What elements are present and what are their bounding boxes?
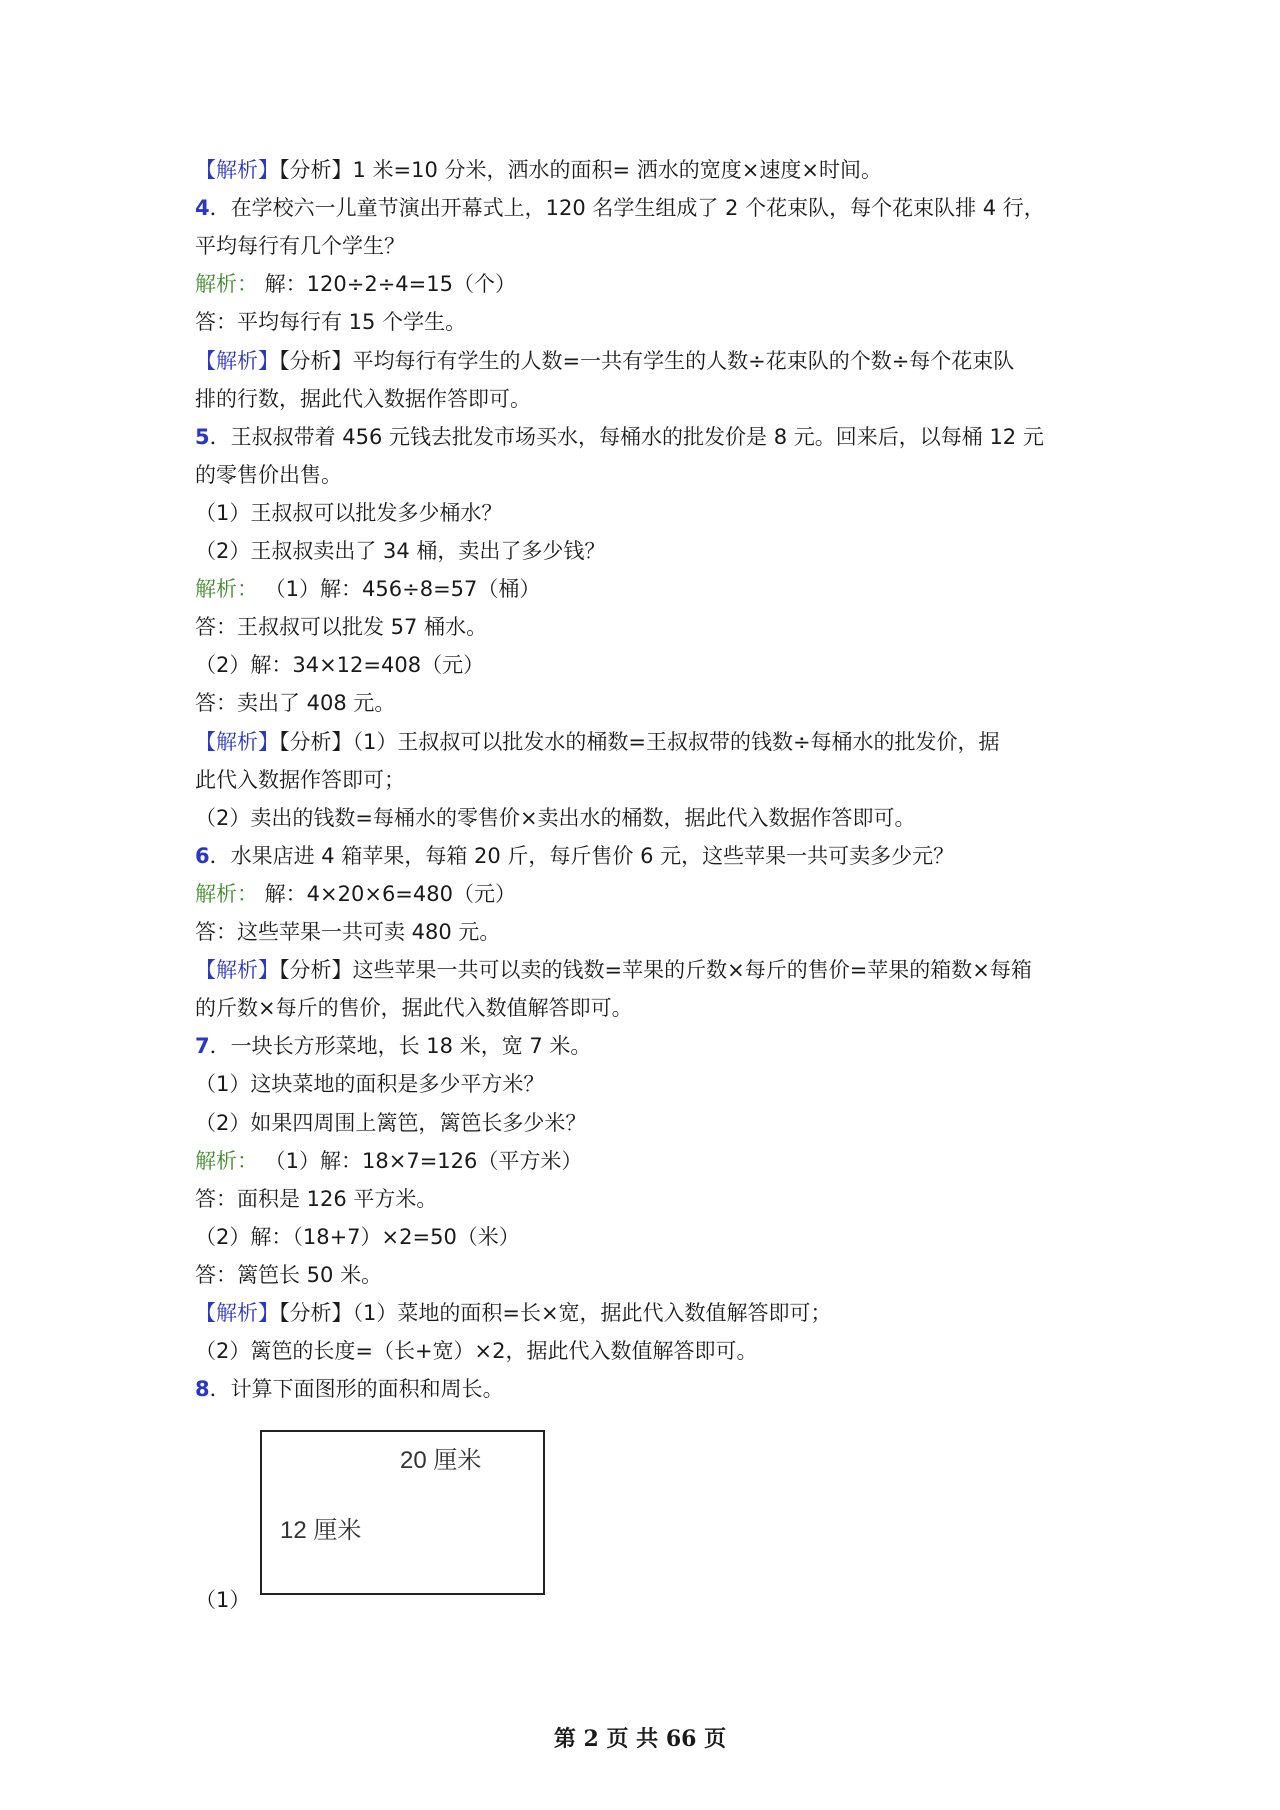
page-footer: 第 2 页 共 66 页 bbox=[553, 1726, 727, 1752]
text-segment: 解：120÷2÷4=15（个） bbox=[258, 272, 516, 297]
text-segment: 答：篱笆长 50 米。 bbox=[195, 1262, 383, 1287]
text-segment: （1）解：18×7=126（平方米） bbox=[258, 1148, 583, 1173]
text-line bbox=[195, 1146, 582, 1176]
text-line bbox=[195, 307, 466, 337]
text-segment: （2）解：34×12=408（元） bbox=[195, 653, 485, 678]
text-segment: 【解析】 bbox=[195, 348, 279, 373]
text-line bbox=[195, 1108, 586, 1138]
text-segment: 【分析】平均每行有学生的人数=一共有学生的人数÷花束队的个数÷每个花束队 bbox=[279, 348, 1015, 373]
text-segment: 答：卖出了 408 元。 bbox=[195, 691, 396, 716]
text-segment: 【分析】1 米=10 分米，洒水的面积= 洒水的宽度×速度×时间。 bbox=[279, 158, 882, 182]
text-line bbox=[195, 155, 882, 185]
text-line bbox=[195, 688, 395, 718]
text-segment: （2）篱笆的长度=（长+宽）×2，据此代入数值解答即可。 bbox=[195, 1339, 758, 1364]
text-segment: 5 bbox=[195, 424, 210, 449]
text-segment: （2）解：（18+7）×2=50（米） bbox=[195, 1224, 520, 1249]
text-line bbox=[195, 803, 916, 833]
text-segment: 答：面积是 126 平方米。 bbox=[195, 1186, 438, 1211]
text-segment: 【解析】 bbox=[195, 158, 279, 182]
text-line bbox=[195, 1069, 544, 1099]
text-line bbox=[195, 1374, 504, 1404]
text-line bbox=[195, 1222, 520, 1252]
text-line bbox=[195, 1298, 832, 1328]
text-segment: （1）王叔叔可以批发多少桶水？ bbox=[195, 500, 503, 525]
text-line bbox=[195, 498, 502, 528]
text-line bbox=[195, 269, 516, 299]
text-line bbox=[195, 727, 1000, 757]
text-segment: （1）解：456÷8=57（桶） bbox=[258, 577, 541, 602]
text-line bbox=[195, 955, 1032, 985]
text-segment: 的零售价出售。 bbox=[195, 462, 342, 487]
text-segment: 此代入数据作答即可； bbox=[195, 767, 405, 792]
text-segment: 【分析】（1）菜地的面积=长×宽，据此代入数值解答即可； bbox=[279, 1301, 832, 1325]
text-line bbox=[195, 1031, 591, 1061]
text-line bbox=[195, 650, 484, 680]
text-segment: （2）卖出的钱数=每桶水的零售价×卖出水的桶数，据此代入数据作答即可。 bbox=[195, 805, 916, 830]
text-line bbox=[195, 346, 1014, 376]
text-line bbox=[195, 917, 500, 947]
text-segment: （1）这块菜地的面积是多少平方米？ bbox=[195, 1072, 545, 1097]
text-segment: ．一块长方形菜地，长 18 米，宽 7 米。 bbox=[209, 1034, 592, 1059]
text-segment: （2）如果四周围上篱笆，篱笆长多少米？ bbox=[195, 1110, 587, 1135]
text-segment: 的斤数×每斤的售价，据此代入数值解答即可。 bbox=[195, 996, 633, 1021]
text-segment: 排的行数，据此代入数据作答即可。 bbox=[195, 386, 531, 411]
text-line bbox=[195, 231, 405, 261]
figure-length-label: 20 厘米 bbox=[400, 1447, 482, 1474]
text-segment: 【分析】（1）王叔叔可以批发水的桶数=王叔叔带的钱数÷每桶水的批发价，据 bbox=[279, 729, 1000, 754]
text-segment: 平均每行有几个学生？ bbox=[195, 234, 405, 259]
text-line bbox=[195, 422, 1044, 452]
figure-width-label: 12 厘米 bbox=[280, 1517, 362, 1544]
text-segment: 6 bbox=[195, 843, 210, 868]
text-line bbox=[195, 460, 342, 490]
text-segment: 【解析】 bbox=[195, 729, 279, 754]
text-segment: ．计算下面图形的面积和周长。 bbox=[209, 1377, 504, 1402]
text-segment: 【解析】 bbox=[195, 1301, 279, 1325]
text-line bbox=[195, 384, 531, 414]
text-line bbox=[195, 765, 405, 795]
text-segment: ．水果店进 4 箱苹果，每箱 20 斤，每斤售价 6 元，这些苹果一共可卖多少元？ bbox=[209, 843, 955, 868]
text-segment: （2）王叔叔卖出了 34 桶，卖出了多少钱？ bbox=[195, 539, 606, 563]
text-line bbox=[195, 993, 633, 1023]
text-segment: 解析： bbox=[195, 881, 258, 906]
text-segment: 解析： bbox=[195, 1148, 258, 1173]
text-line bbox=[195, 1336, 758, 1366]
rectangle-figure bbox=[260, 1430, 545, 1595]
text-line bbox=[195, 879, 516, 909]
text-segment: 答：这些苹果一共可卖 480 元。 bbox=[195, 920, 501, 944]
text-line bbox=[195, 1184, 437, 1214]
text-line bbox=[195, 1260, 382, 1290]
text-segment: 解析： bbox=[195, 577, 258, 602]
subquestion-label: （1） bbox=[195, 1588, 251, 1612]
text-segment: 8 bbox=[195, 1377, 210, 1402]
text-line bbox=[195, 193, 1045, 223]
text-segment: 【解析】 bbox=[195, 958, 279, 983]
text-line bbox=[195, 841, 954, 871]
text-line bbox=[195, 612, 487, 642]
text-segment: 解：4×20×6=480（元） bbox=[258, 881, 516, 906]
text-segment: ．在学校六一儿童节演出开幕式上，120 名学生组成了 2 个花束队，每个花束队排 4 行， bbox=[209, 196, 1045, 221]
text-segment: 7 bbox=[195, 1034, 210, 1059]
text-line bbox=[195, 574, 540, 604]
text-segment: 解析： bbox=[195, 272, 258, 297]
text-segment: ．王叔叔带着 456 元钱去批发市场买水，每桶水的批发价是 8 元。回来后，以每桶 12 元 bbox=[209, 424, 1044, 449]
text-segment: 答：平均每行有 15 个学生。 bbox=[195, 310, 467, 335]
text-segment: 答：王叔叔可以批发 57 桶水。 bbox=[195, 615, 488, 640]
text-segment: 【分析】这些苹果一共可以卖的钱数=苹果的斤数×每斤的售价=苹果的箱数×每箱 bbox=[279, 958, 1032, 983]
text-segment: 4 bbox=[195, 196, 210, 221]
text-line bbox=[195, 536, 605, 566]
